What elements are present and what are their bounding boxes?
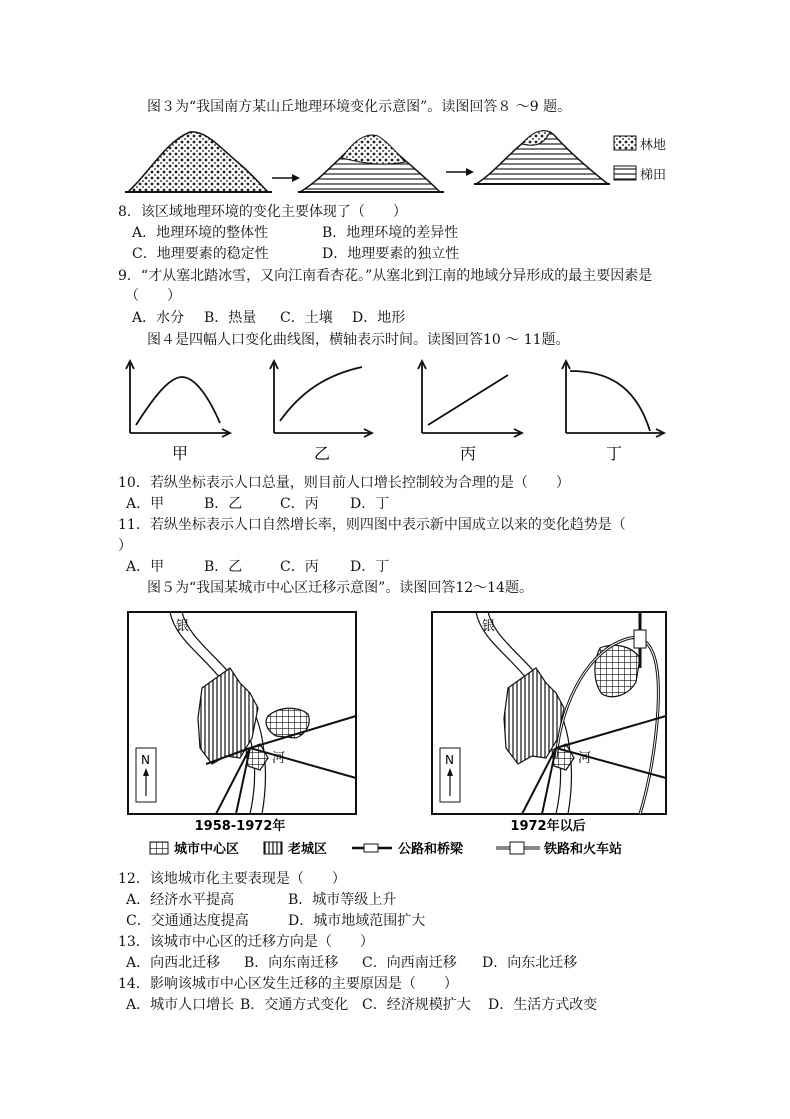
q10-option-c: C．丙 — [280, 496, 319, 512]
q13-stem: 13．该城市中心区的迁移方向是（ ） — [118, 934, 374, 950]
old-city-swatch — [264, 842, 282, 854]
q13-option-d: D．向东北迁移 — [482, 955, 578, 971]
highway-bridge-icon — [352, 844, 392, 852]
river-name-label: 银 — [176, 619, 190, 634]
railway-station-icon — [496, 842, 540, 854]
curve-chart-bing — [418, 361, 522, 437]
q14-stem: 14．影响该城市中心区发生迁移的主要原因是（ ） — [118, 976, 458, 992]
river-label: 河 — [272, 751, 286, 766]
legend-railway: 铁路和火车站 — [544, 842, 623, 857]
q12-stem: 12．该地城市化主要表现是（ ） — [118, 871, 346, 887]
terrace-legend-label: 梯田 — [640, 168, 667, 183]
map-caption-right: 1972年以后 — [510, 819, 586, 834]
arrow-icon — [272, 174, 300, 182]
river-name-label: 银 — [482, 619, 496, 634]
fig3-hill-figure — [120, 122, 680, 198]
q8-option-b: B．地理环境的差异性 — [322, 225, 459, 241]
map-1958-1972 — [128, 612, 356, 814]
q11-option-c: C．丙 — [280, 559, 319, 575]
q9-option-b: B．热量 — [204, 310, 257, 326]
curve-chart-jia — [126, 361, 230, 437]
fig4-population-curves — [110, 355, 680, 465]
q10-stem: 10．若纵坐标表示人口总量，则目前人口增长控制较为合理的是（ ） — [118, 475, 570, 491]
q14-option-c: C．经济规模扩大 — [362, 997, 471, 1013]
q14-option-d: D．生活方式改变 — [488, 997, 598, 1013]
q13-option-c: C．向西南迁移 — [362, 955, 457, 971]
map-after-1972 — [432, 612, 666, 814]
q8-option-d: D．地理要素的独立性 — [322, 246, 460, 262]
hill-stage-3 — [474, 131, 610, 184]
curve-label-ding: 丁 — [605, 444, 623, 463]
q8-stem: 8．该区域地理环境的变化主要体现了（ ） — [118, 204, 407, 220]
fig5-intro: 图５为“我国某城市中心区迁移示意图”。读图回答12～14题。 — [147, 580, 533, 596]
q9-option-c: C．土壤 — [280, 310, 333, 326]
terrace-legend-swatch — [614, 166, 636, 180]
forest-legend-label: 林地 — [640, 138, 667, 153]
q9-option-d: D．地形 — [352, 310, 406, 326]
q13-option-a: A．向西北迁移 — [126, 955, 221, 971]
q10-option-b: B．乙 — [204, 496, 243, 512]
arrow-icon — [446, 168, 474, 176]
q12-option-b: B．城市等级上升 — [288, 892, 397, 908]
map-caption-left: 1958-1972年 — [194, 819, 286, 834]
q11-stem: 11．若纵坐标表示人口自然增长率，则四图中表示新中国成立以来的变化趋势是（ — [118, 517, 626, 533]
q11-option-b: B．乙 — [204, 559, 243, 575]
q8-option-c: C．地理要素的稳定性 — [132, 246, 269, 262]
hill-stage-2 — [298, 135, 444, 192]
q13-option-b: B．向东南迁移 — [244, 955, 339, 971]
q11-option-a: A．甲 — [126, 559, 165, 575]
q12-option-c: C．交通通达度提高 — [126, 913, 249, 929]
curve-label-jia: 甲 — [171, 444, 189, 463]
curve-chart-ding — [562, 361, 664, 437]
q12-option-d: D．城市地域范围扩大 — [288, 913, 426, 929]
curve-label-bing: 丙 — [459, 444, 477, 463]
train-station-icon — [634, 630, 646, 648]
q11-stem-cont: ） — [118, 538, 132, 554]
city-center-swatch — [150, 842, 168, 854]
river-label: 河 — [578, 751, 592, 766]
q11-option-d: D．丁 — [350, 559, 390, 575]
q14-option-a: A．城市人口增长 — [126, 997, 235, 1013]
q9-stem: 9．“才从塞北踏冰雪，又向江南看杏花。”从塞北到江南的地域分异形成的最主要因素是 — [118, 268, 653, 284]
fig5-city-maps — [120, 608, 680, 866]
q8-option-a: A．地理环境的整体性 — [132, 225, 269, 241]
fig3-intro: 图３为“我国南方某山丘地理环境变化示意图”。读图回答８ ～9 题。 — [147, 99, 572, 115]
q10-option-d: D．丁 — [350, 496, 390, 512]
forest-legend-swatch — [614, 136, 636, 150]
q9-paren: （ ） — [125, 288, 181, 304]
fig4-intro: 图４是四幅人口变化曲线图，横轴表示时间。读图回答10 ～ 11题。 — [147, 332, 570, 348]
north-label: N — [445, 753, 454, 767]
q12-option-a: A．经济水平提高 — [126, 892, 235, 908]
curve-chart-yi — [270, 361, 372, 437]
north-label: N — [141, 753, 150, 767]
q14-option-b: B．交通方式变化 — [240, 997, 349, 1013]
legend-old-city: 老城区 — [288, 842, 328, 857]
legend-city-center: 城市中心区 — [174, 842, 240, 857]
hill-stage-1 — [125, 132, 272, 192]
curve-label-yi: 乙 — [313, 444, 331, 463]
q9-option-a: A．水分 — [132, 310, 185, 326]
legend-highway: 公路和桥梁 — [398, 842, 464, 857]
q10-option-a: A．甲 — [126, 496, 165, 512]
